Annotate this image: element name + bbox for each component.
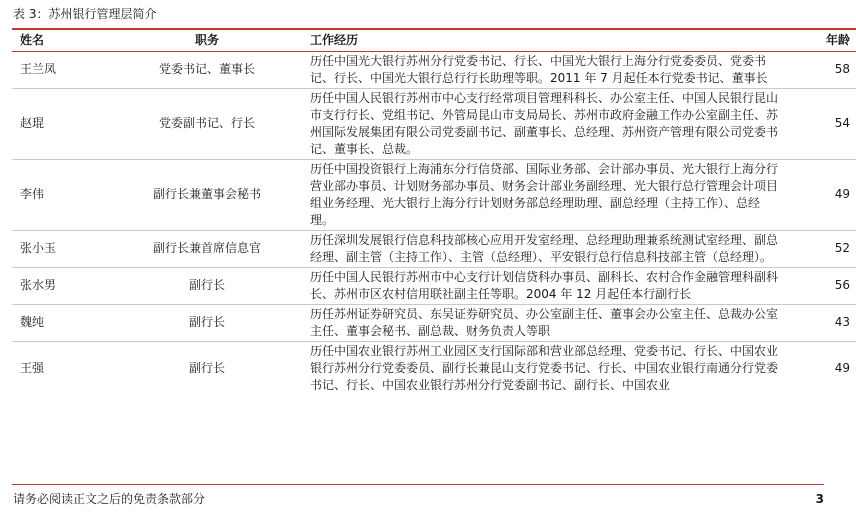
header-name: 姓名 [12, 29, 112, 51]
header-row [12, 29, 856, 51]
cell-age: 52 [790, 230, 856, 267]
table-row [12, 341, 856, 395]
table-caption: 表 3：苏州银行管理层简介 [13, 7, 157, 21]
cell-name: 魏纯 [12, 304, 112, 341]
cell-experience: 历任中国人民银行苏州市中心支行计划信贷科办事员、副科长、农村合作金融管理科副科长、苏州市区农村信用联社副主任等职。2004 年 12 月起任本行副行长 [302, 267, 790, 304]
cell-position: 副行长兼董事会秘书 [112, 159, 302, 230]
page-number: 3 [815, 492, 824, 506]
table-row [12, 159, 856, 230]
cell-age: 49 [834, 360, 850, 375]
cell-name: 张小玉 [12, 230, 112, 267]
footer-disclaimer: 请务必阅读正文之后的免责条款部分 [13, 492, 206, 506]
cell-age: 56 [790, 267, 856, 304]
cell-name: 王兰凤 [12, 51, 112, 88]
management-table [12, 28, 856, 395]
cell-position: 党委书记、董事长 [112, 51, 302, 88]
cell-position: 副行长 [188, 360, 225, 375]
cell-position: 副行长 [112, 267, 302, 304]
header-position: 职务 [112, 29, 302, 51]
table-row [12, 51, 856, 88]
cell-name: 王强 [20, 360, 45, 375]
cell-age: 49 [790, 159, 856, 230]
cell-experience: 历任中国人民银行苏州市中心支行经常项目管理科科长、办公室主任、中国人民银行昆山市支行行长、党组书记、外管局昆山市支局局长、苏州市政府金融工作办公室副主任、苏州国际发展集团有限公司党委副书记、副董事长、总经理、苏州资产管理有限公司党委书记、董事长、总裁。 [302, 88, 790, 159]
cell-position: 副行长兼首席信息官 [112, 230, 302, 267]
table-row [12, 267, 856, 304]
table-body [12, 51, 856, 395]
cell-experience: 历任中国农业银行苏州工业园区支行国际部和营业部总经理、党委书记、行长、中国农业银行苏州分行党委委员、副行长兼昆山支行党委书记、行长、中国农业银行南通分行党委书记、行长、中国农业银行苏州分行党委副书记、副行长、中国农业 [310, 343, 779, 392]
table-row [12, 88, 856, 159]
cell-experience: 历任中国光大银行苏州分行党委书记、行长、中国光大银行上海分行党委委员、党委书记、行长、中国光大银行总行行长助理等职。2011 年 7 月起任本行党委书记、董事长 [302, 51, 790, 88]
footer-divider [12, 484, 824, 485]
cell-age: 58 [790, 51, 856, 88]
cell-age: 43 [790, 304, 856, 341]
cell-position: 党委副书记、行长 [112, 88, 302, 159]
cell-experience: 历任苏州证券研究员、东吴证券研究员、办公室副主任、董事会办公室主任、总裁办公室主任、董事会秘书、副总裁、财务负责人等职 [302, 304, 790, 341]
cell-experience: 历任深圳发展银行信息科技部核心应用开发室经理、总经理助理兼系统测试室经理、副总经理、副主管（主持工作）、主管（总经理）、平安银行总行信息科技部主管（总经理）。 [302, 230, 790, 267]
header-experience: 工作经历 [302, 29, 790, 51]
header-age: 年龄 [790, 29, 856, 51]
cell-name: 张水男 [12, 267, 112, 304]
cell-position: 副行长 [112, 304, 302, 341]
cell-age: 54 [790, 88, 856, 159]
table-header [12, 29, 856, 51]
table-row [12, 230, 856, 267]
cell-name: 李伟 [12, 159, 112, 230]
cell-name: 赵琨 [12, 88, 112, 159]
cell-experience: 历任中国投资银行上海浦东分行信贷部、国际业务部、会计部办事员、光大银行上海分行营业部办事员、计划财务部办事员、财务会计部业务副经理、光大银行总行管理会计项目组业务经理、光大银行上海分行计划财务部总经理助理、副总经理（主持工作）、总经理。 [302, 159, 790, 230]
table-row [12, 304, 856, 341]
